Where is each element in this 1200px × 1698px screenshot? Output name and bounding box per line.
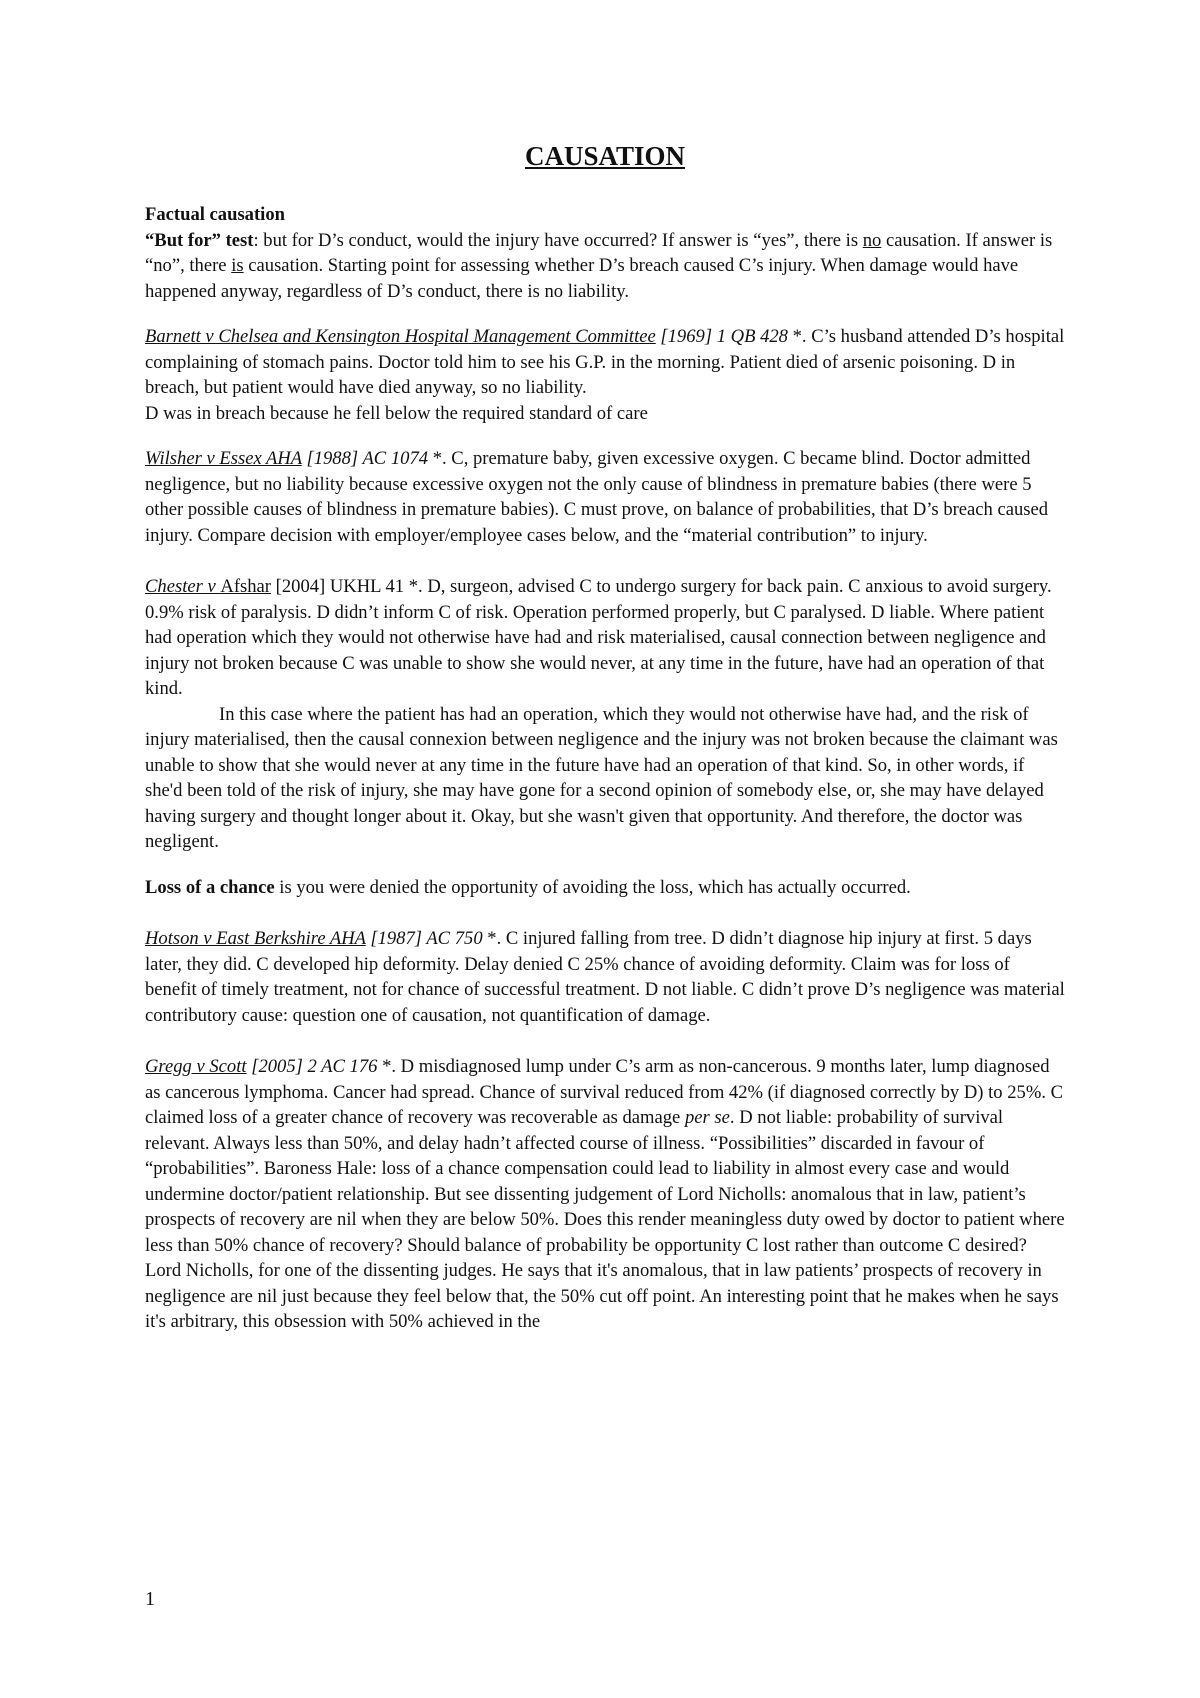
but-for-label: “But for” test [145,229,254,251]
text-run: : but for D’s conduct, would the injury have occurred? If answer is “yes”, there is [253,229,863,251]
case-name: Gregg v Scott [145,1056,247,1077]
barnett-paragraph [145,324,1065,426]
text-run: causation. Starting point for assessing whether D’s breach caused C’s injury. When damage would have happened anyway, regardless of D’s conduct, there is no liability. [145,255,1019,302]
factual-causation-paragraph [145,202,1065,304]
case-name: Afshar [220,576,272,597]
underlined-word: no [862,229,882,251]
case-name: Barnett v Chelsea and Kensington Hospital Management Committee [145,326,656,347]
case-citation: [2005] 2 AC 176 [246,1056,378,1077]
case-name: Chester v [145,576,221,597]
text-run: *. C, premature baby, given excessive oxygen. C became blind. Doctor admitted negligence, but no liability because excessive oxygen not the only cause of blindness in premature babies (there were 5 other possible causes of blindness in premature babies). C must prove, on balance of probabilities, that D’s breach caused injury. Compare decision with employer/employee cases below, and the “material contribution” to injury. [145,448,1049,546]
document-page [145,140,1065,1335]
text-run: [2004] UKHL 41 *. D, surgeon, advised C to undergo surgery for back pain. C anxious to avoid surgery. 0.9% risk of paralysis. D didn’t inform C of risk. Operation performed properly, but C paralysed. D liable. Where patient had operation which they would not otherwise have had and risk materialised, causal connection between negligence and injury not broken because C was unable to show she would never, at any time in the future, have had an operation of that kind. [145,576,1052,699]
chester-paragraph [145,574,1065,702]
case-name: Wilsher v Essex AHA [145,448,302,469]
text-run: *. C injured falling from tree. D didn’t diagnose hip injury at first. 5 days later, they did. C developed hip deformity. Delay denied C 25% chance of avoiding deformity. Claim was for loss of benefit of timely treatment, not for chance of successful treatment. D not liable. C didn’t prove D’s negligence was material contributory cause: question one of causation, not quantification of damage. [145,928,1065,1026]
text-run: *. C’s husband attended D’s hospital complaining of stomach pains. Doctor told him to see his G.P. in the morning. Patient died of arsenic poisoning. D in breach, but patient would have died anyway, so no liability. [145,326,1065,398]
text-run: is you were denied the opportunity of avoiding the loss, which has actually occurred. [274,876,911,898]
loss-of-chance-paragraph [145,875,1065,901]
gregg-paragraph [145,1054,1065,1258]
latin-term: per se [684,1107,730,1128]
case-citation: [1987] AC 750 [365,928,483,949]
underlined-word: is [231,255,244,276]
case-name: Hotson v East Berkshire AHA [145,928,366,949]
chester-explanation: In this case where the patient has had an operation, which they would not otherwise have had, and the risk of injury materialised, then the causal connexion between negligence and the injury was not broken because the claimant was unable to show that she would never at any time in the future have had an operation of that kind. So, in other words, if she'd been told of the risk of injury, she may have gone for a second opinion of somebody else, or, she may have delayed having surgery and thought longer about it. Okay, but she wasn't given that opportunity. And therefore, the doctor was negligent. [145,703,1058,852]
wilsher-paragraph [145,446,1065,548]
section-heading: Factual causation [145,204,285,225]
term-label: Loss of a chance [145,876,275,898]
case-citation: [1988] AC 1074 [301,448,429,469]
text-run: causation. If answer is “no”, there [145,229,1053,276]
text-run: *. D misdiagnosed lump under C’s arm as non-cancerous. 9 months later, lump diagnosed as cancerous lymphoma. Cancer had spread. Chance of survival reduced from 42% (if diagnosed correctly by D) to 25%. C claimed loss of a greater chance of recovery was recoverable as damage [145,1056,1064,1128]
hotson-paragraph [145,926,1065,1028]
text-run: D was in breach because he fell below the required standard of care [145,402,648,424]
page-number: 1 [145,1588,155,1610]
page-title: CAUSATION [524,141,686,171]
text-run: . D not liable: probability of survival relevant. Always less than 50%, and delay hadn’t affected course of illness. “Possibilities” discarded in favour of “probabilities”. Baroness Hale: loss of a chance compensation could lead to liability in almost every case and would undermine doctor/patient relationship. But see dissenting judgement of Lord Nicholls: anomalous that in law, patient’s prospects of recovery are nil when they are below 50%. Does this render meaningless duty owed by doctor to patient where less than 50% chance of recovery? Should balance of probability be opportunity C lost rather than outcome C desired? [145,1107,1065,1256]
nicholls-paragraph: Lord Nicholls, for one of the dissenting judges. He says that it's anomalous, that in law patients’ prospects of recovery in negligence are nil just because they feel below that, the 50% cut off point. An interesting point that he makes when he says it's arbitrary, this obsession with 50% achieved in the [145,1260,1059,1332]
case-citation: [1969] 1 QB 428 [655,326,788,347]
